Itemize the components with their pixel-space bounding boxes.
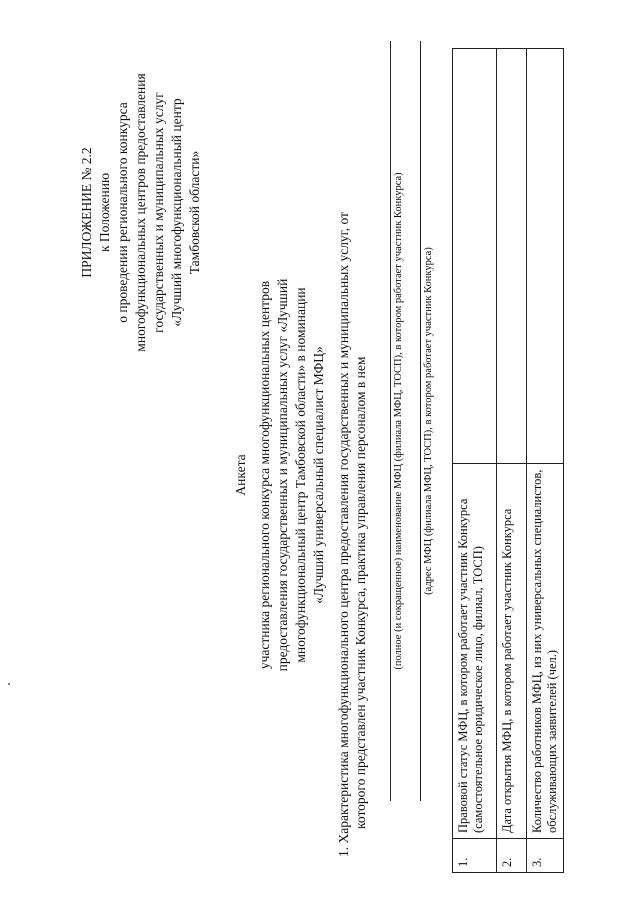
appendix-line: государственных и муниципальных услуг	[151, 92, 166, 333]
name-caption: (полное (и сокращенное) наименование МФЦ (филиала МФЦ, ТОСП), в котором работает участник Конкурса)	[393, 172, 404, 670]
form-title-line: многофункциональный центр Тамбовской области» в номинации	[293, 287, 308, 663]
table-row	[497, 49, 527, 873]
form-title-line: предоставления государственных и муниципальных услуг «Лучший	[275, 278, 290, 672]
appendix-title: ПРИЛОЖЕНИЕ № 2.2	[79, 147, 94, 278]
appendix-line: многофункциональных центров предоставления	[133, 73, 148, 352]
address-fill-line[interactable]	[420, 41, 421, 801]
section-1-heading	[335, 37, 369, 857]
form-title-line: участника регионального конкурса многофункциональных центров	[257, 280, 272, 670]
appendix-header	[78, 20, 204, 405]
appendix-line: к Положению	[97, 172, 112, 253]
row-number: 3.	[527, 839, 564, 873]
section-1-line: которого представлен участник Конкурса, практика управления персоналом в нем	[353, 356, 368, 829]
row-label: Количество работников МФЦ, из них универсальных специалистов, обслуживающих заявителей (чел.)	[527, 464, 564, 839]
table-row	[527, 49, 564, 873]
appendix-line: о проведении регионального конкурса	[115, 102, 130, 323]
address-caption: (адрес МФЦ (филиала МФЦ, ТОСП), в котором работает участник Конкурса)	[423, 247, 434, 595]
appendix-line: «Лучший многофункциональный центр	[169, 98, 184, 327]
row-value-cell[interactable]	[527, 49, 564, 464]
row-number: 1.	[453, 839, 497, 873]
form-title	[232, 195, 328, 755]
mfc-characteristics-table	[452, 48, 564, 873]
row-label: Правовой статус МФЦ, в котором работает участник Конкурса (самостоятельное юридическое лицо, филиал, ТОСП)	[453, 464, 497, 839]
row-number: 2.	[497, 839, 527, 873]
row-value-cell[interactable]	[497, 49, 527, 464]
name-fill-line[interactable]	[390, 41, 391, 801]
section-1-line: 1. Характеристика многофункционального центра предоставления государственных и муниципальных услуг, от	[336, 212, 351, 857]
appendix-line: Тамбовской области»	[187, 150, 202, 275]
row-label: Дата открытия МФЦ, в котором работает участник Конкурса	[497, 464, 527, 839]
table-row	[453, 49, 497, 873]
row-value-cell[interactable]	[453, 49, 497, 464]
form-heading: Анкета	[233, 454, 248, 496]
form-title-line: «Лучший универсальный специалист МФЦ»	[311, 346, 326, 604]
